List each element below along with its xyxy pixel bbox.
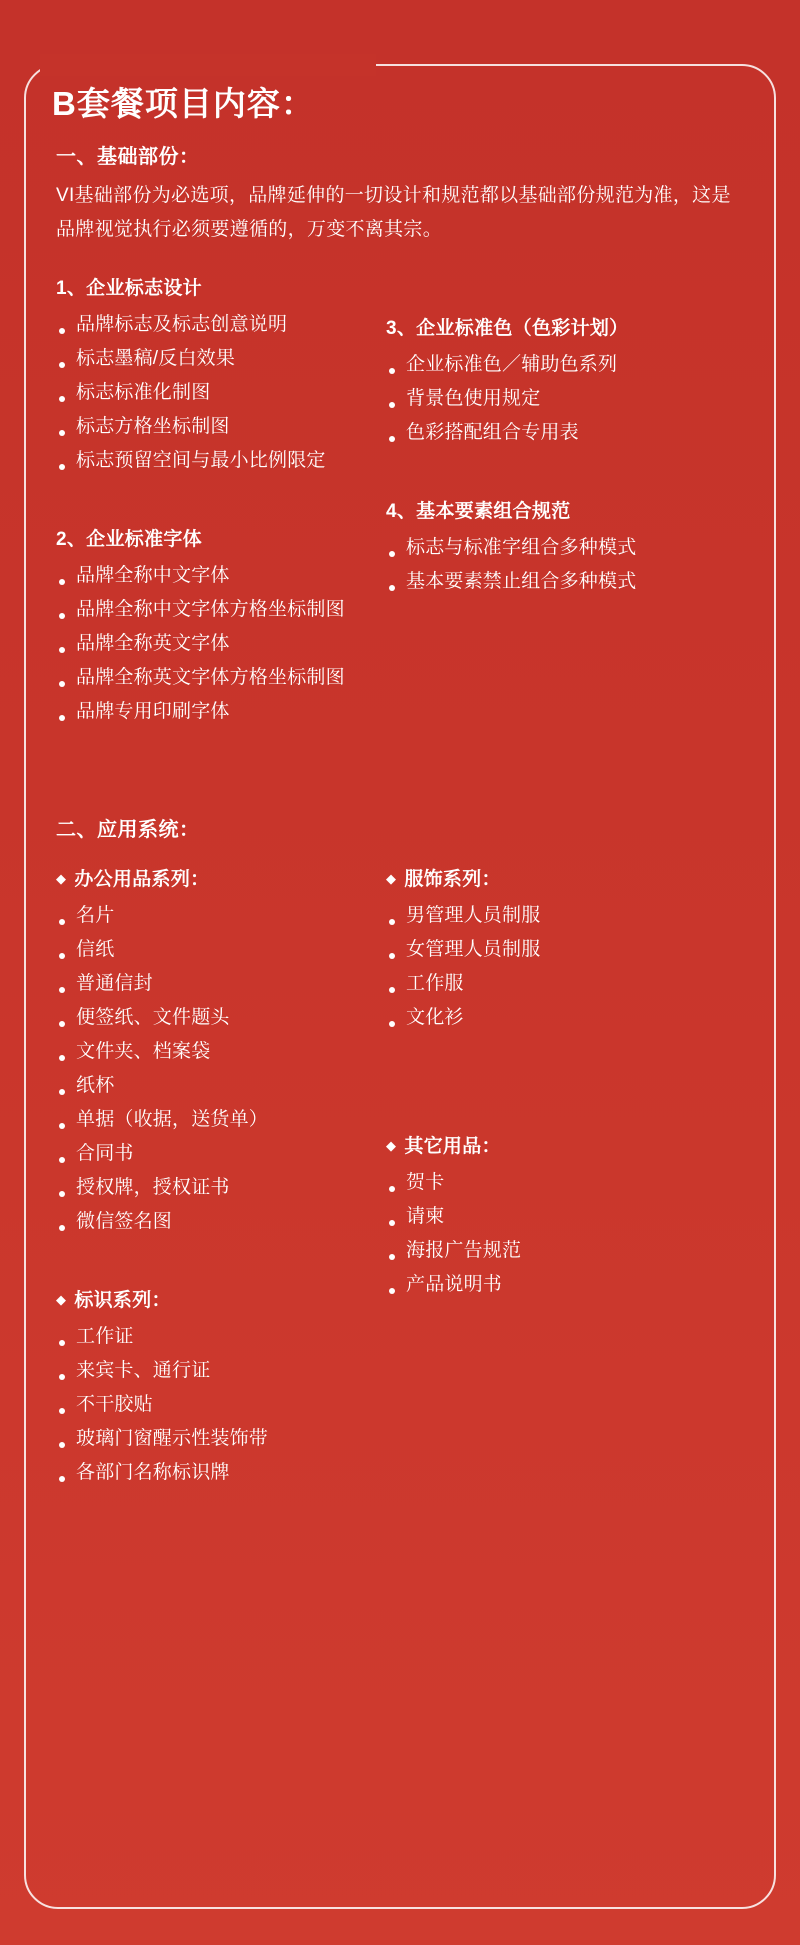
item-list	[386, 531, 746, 599]
basic-column-left	[56, 273, 406, 747]
list-item: 品牌全称中文字体	[56, 559, 406, 593]
list-item: 工作证	[56, 1320, 406, 1354]
list-item: 品牌全称中文字体方格坐标制图	[56, 593, 406, 627]
group-signage	[56, 1285, 406, 1490]
list-item: 女管理人员制服	[386, 933, 746, 967]
list-item: 普通信封	[56, 967, 406, 1001]
group-other-supplies	[386, 1131, 746, 1302]
group-title: 1、企业标志设计	[56, 278, 202, 299]
list-item: 品牌全称英文字体方格坐标制图	[56, 661, 406, 695]
list-item: 单据（收据，送货单）	[56, 1103, 406, 1137]
list-item: 男管理人员制服	[386, 899, 746, 933]
group-standard-color	[386, 313, 746, 450]
group-title: 4、基本要素组合规范	[386, 501, 571, 522]
list-item: 标志墨稿/反白效果	[56, 342, 406, 376]
group-element-combination	[386, 496, 746, 599]
section-intro-basic: VI基础部份为必选项，品牌延伸的一切设计和规范都以基础部份规范为准，这是品牌视觉执行必须要遵循的，万变不离其宗。	[56, 185, 731, 240]
page-title: B套餐项目内容：	[52, 85, 315, 122]
item-list	[56, 1320, 406, 1490]
list-item: 微信签名图	[56, 1205, 406, 1239]
application-column-left	[56, 864, 406, 1508]
group-apparel	[386, 864, 746, 1035]
group-title: ◆ 其它用品：	[386, 1131, 746, 1158]
item-list	[386, 348, 746, 450]
list-item: 海报广告规范	[386, 1234, 746, 1268]
application-columns	[56, 864, 746, 1564]
list-item: 授权牌，授权证书	[56, 1171, 406, 1205]
list-item: 各部门名称标识牌	[56, 1456, 406, 1490]
basic-column-right	[386, 313, 746, 617]
list-item: 品牌全称英文字体	[56, 627, 406, 661]
list-item: 贺卡	[386, 1166, 746, 1200]
group-office-supplies	[56, 864, 406, 1239]
group-logo-design	[56, 273, 406, 478]
list-item: 标志方格坐标制图	[56, 410, 406, 444]
list-item: 信纸	[56, 933, 406, 967]
item-list	[386, 1166, 746, 1302]
frame-title-gap	[40, 54, 376, 76]
list-item: 背景色使用规定	[386, 382, 746, 416]
section-heading-application: 二、应用系统：	[56, 819, 200, 841]
list-item: 名片	[56, 899, 406, 933]
list-item: 玻璃门窗醒示性装饰带	[56, 1422, 406, 1456]
list-item: 不干胶贴	[56, 1388, 406, 1422]
group-title: ◆ 标识系列：	[56, 1285, 406, 1312]
group-title: 3、企业标准色（色彩计划）	[386, 318, 629, 339]
content-area	[28, 140, 772, 1564]
item-list	[56, 559, 406, 729]
group-title: ◆ 办公用品系列：	[56, 864, 406, 891]
list-item: 来宾卡、通行证	[56, 1354, 406, 1388]
group-standard-font	[56, 524, 406, 729]
list-item: 产品说明书	[386, 1268, 746, 1302]
application-column-right	[386, 864, 746, 1320]
list-item: 文化衫	[386, 1001, 746, 1035]
list-item: 文件夹、档案袋	[56, 1035, 406, 1069]
list-item: 标志预留空间与最小比例限定	[56, 444, 406, 478]
list-item: 请柬	[386, 1200, 746, 1234]
group-title: ◆ 服饰系列：	[386, 864, 746, 891]
list-item: 纸杯	[56, 1069, 406, 1103]
list-item: 便签纸、文件题头	[56, 1001, 406, 1035]
item-list	[56, 899, 406, 1239]
list-item: 合同书	[56, 1137, 406, 1171]
list-item: 标志与标准字组合多种模式	[386, 531, 746, 565]
list-item: 工作服	[386, 967, 746, 1001]
list-item: 品牌标志及标志创意说明	[56, 308, 406, 342]
list-item: 色彩搭配组合专用表	[386, 416, 746, 450]
basic-columns	[56, 273, 746, 773]
list-item: 基本要素禁止组合多种模式	[386, 565, 746, 599]
list-item: 品牌专用印刷字体	[56, 695, 406, 729]
section-heading-basic: 一、基础部份：	[56, 146, 200, 168]
group-title: 2、企业标准字体	[56, 529, 202, 550]
list-item: 标志标准化制图	[56, 376, 406, 410]
item-list	[386, 899, 746, 1035]
list-item: 企业标准色／辅助色系列	[386, 348, 746, 382]
item-list	[56, 308, 406, 478]
